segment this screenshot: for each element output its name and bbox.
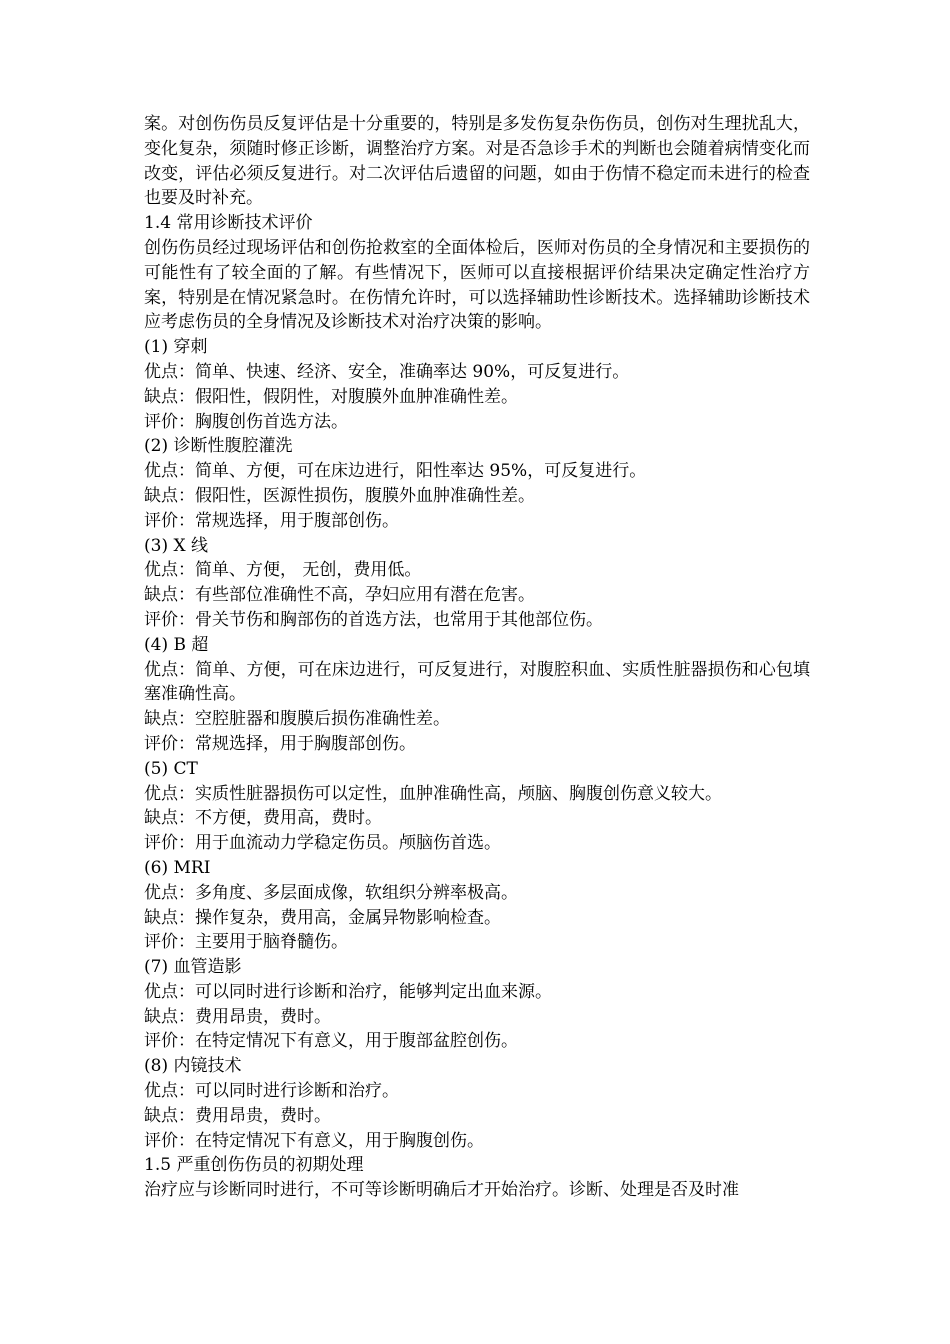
technique-title: (6) MRI bbox=[144, 857, 211, 878]
technique-cons: 缺点：费用昂贵，费时。 bbox=[144, 1006, 331, 1027]
technique-title: (3) X 线 bbox=[144, 535, 208, 556]
technique-cons: 缺点：假阳性，假阴性，对腹膜外血肿准确性差。 bbox=[144, 386, 518, 407]
technique-title: (8) 内镜技术 bbox=[144, 1056, 242, 1077]
document-body bbox=[144, 112, 810, 1203]
technique-evaluation: 评价：主要用于脑脊髓伤。 bbox=[144, 932, 348, 953]
paragraph-1-5: 治疗应与诊断同时进行，不可等诊断明确后才开始治疗。诊断、处理是否及时准 bbox=[144, 1180, 739, 1201]
technique-pros: 优点：可以同时进行诊断和治疗，能够判定出血来源。 bbox=[144, 981, 552, 1002]
paragraph-1-4: 创伤伤员经过现场评估和创伤抢救室的全面体检后，医师对伤员的全身情况和主要损伤的可能性有了较全面的了解。有些情况下，医师可以直接根据评价结果决定确定性治疗方案，特别是在情况紧急时。在伤情允许时，可以选择辅助性诊断技术。选择辅助诊断技术应考虑伤员的全身情况及诊断技术对治疗决策的影响。 bbox=[144, 237, 810, 333]
technique-evaluation: 评价：骨关节伤和胸部伤的首选方法，也常用于其他部位伤。 bbox=[144, 609, 603, 630]
intro-paragraph: 案。对创伤伤员反复评估是十分重要的，特别是多发伤复杂伤伤员，创伤对生理扰乱大，变化复杂，须随时修正诊断，调整治疗方案。对是否急诊手术的判断也会随着病情变化而改变，评估必须反复进行。对二次评估后遗留的问题，如由于伤情不稳定而未进行的检查也要及时补充。 bbox=[144, 114, 810, 209]
technique-title: (5) CT bbox=[144, 758, 198, 779]
technique-evaluation: 评价：胸腹创伤首选方法。 bbox=[144, 411, 348, 432]
technique-evaluation: 评价：在特定情况下有意义，用于腹部盆腔创伤。 bbox=[144, 1031, 518, 1052]
technique-evaluation: 评价：在特定情况下有意义，用于胸腹创伤。 bbox=[144, 1130, 484, 1151]
technique-pros: 优点：多角度、多层面成像，软组织分辨率极高。 bbox=[144, 882, 518, 903]
technique-title: (1) 穿刺 bbox=[144, 337, 208, 358]
technique-pros: 优点：简单、方便，可在床边进行，阳性率达 95%，可反复进行。 bbox=[144, 461, 647, 482]
technique-evaluation: 评价：常规选择，用于腹部创伤。 bbox=[144, 510, 399, 531]
technique-cons: 缺点：空腔脏器和腹膜后损伤准确性差。 bbox=[144, 709, 450, 730]
technique-cons: 缺点：操作复杂，费用高，金属异物影响检查。 bbox=[144, 907, 501, 928]
technique-cons: 缺点：不方便，费用高，费时。 bbox=[144, 808, 382, 829]
technique-pros: 优点：可以同时进行诊断和治疗。 bbox=[144, 1081, 399, 1102]
section-heading-1-4: 1.4 常用诊断技术评价 bbox=[144, 213, 313, 234]
technique-evaluation: 评价：用于血流动力学稳定伤员。颅脑伤首选。 bbox=[144, 833, 501, 854]
technique-cons: 缺点：有些部位准确性不高，孕妇应用有潜在危害。 bbox=[144, 585, 535, 606]
technique-cons: 缺点：假阳性，医源性损伤，腹膜外血肿准确性差。 bbox=[144, 485, 535, 506]
technique-title: (4) B 超 bbox=[144, 634, 209, 655]
technique-title: (2) 诊断性腹腔灌洗 bbox=[144, 436, 293, 457]
technique-pros: 优点：实质性脏器损伤可以定性，血肿准确性高，颅脑、胸腹创伤意义较大。 bbox=[144, 783, 722, 804]
technique-title: (7) 血管造影 bbox=[144, 957, 242, 978]
technique-cons: 缺点：费用昂贵，费时。 bbox=[144, 1105, 331, 1126]
technique-pros: 优点：简单、快速、经济、安全，准确率达 90%，可反复进行。 bbox=[144, 361, 630, 382]
technique-pros: 优点：简单、方便， 无创，费用低。 bbox=[144, 560, 422, 581]
technique-evaluation: 评价：常规选择，用于胸腹部创伤。 bbox=[144, 733, 416, 754]
technique-pros: 优点：简单、方便，可在床边进行，可反复进行，对腹腔积血、实质性脏器损伤和心包填塞准确性高。 bbox=[144, 659, 810, 705]
section-heading-1-5: 1.5 严重创伤伤员的初期处理 bbox=[144, 1155, 364, 1176]
